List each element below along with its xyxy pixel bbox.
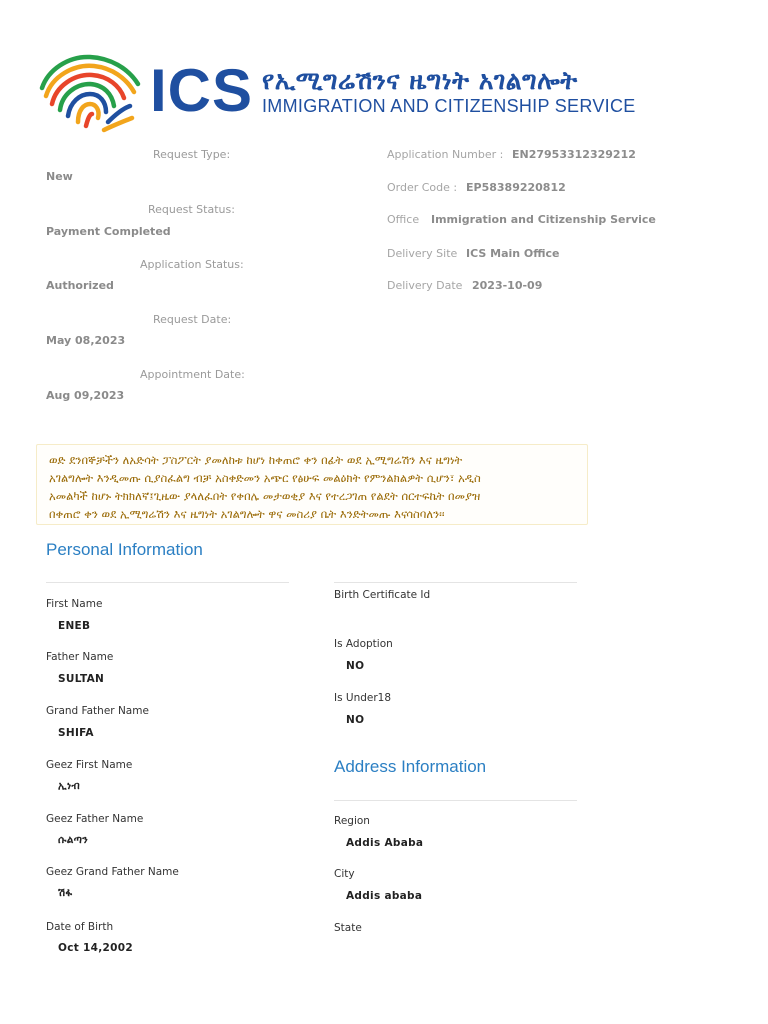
order-code-label: Order Code : [387,181,458,194]
city-value: Addis ababa [346,890,423,902]
city-label: City [334,868,355,880]
delivery-date-value: 2023-10-09 [472,279,543,292]
request-date-label: Request Date: [153,313,232,326]
first-name-label: First Name [46,598,103,610]
appointment-date-label: Appointment Date: [140,368,245,381]
date-of-birth-label: Date of Birth [46,921,114,933]
geez-first-name-label: Geez First Name [46,759,133,771]
delivery-site-value: ICS Main Office [466,247,560,260]
geez-father-name-value: ሱልጣን [58,834,89,846]
notice-line: በቀጠሮ ቀን ወደ ኢሚግሬሽን እና ዜግነት አገልግሎት ዋና መስሪያ ቤት እንድትመጡ እናሳስባለን፡፡ [49,507,445,521]
application-number-value: EN27953312329212 [512,148,636,161]
personal-information-title: Personal Information [46,540,203,559]
application-number-label: Application Number : [387,148,504,161]
divider [334,582,577,583]
request-status-label: Request Status: [148,203,235,216]
grand-father-name-value: SHIFA [58,727,94,739]
father-name-value: SULTAN [58,673,105,685]
office-value: Immigration and Citizenship Service [431,213,656,226]
divider [46,582,289,583]
request-date-value: May 08,2023 [46,334,126,347]
notice-box [36,444,588,525]
fingerprint-map-logo-icon [38,52,144,134]
grand-father-name-label: Grand Father Name [46,705,149,717]
brand-logo-text: ICS [150,57,254,124]
delivery-date-label: Delivery Date [387,279,463,292]
request-type-label: Request Type: [153,148,231,161]
divider [334,800,577,801]
application-status-label: Application Status: [140,258,244,271]
geez-first-name-value: ኢነብ [58,780,81,792]
notice-line: አመልካች ከሆኑ ትክክለኛ፤ጊዜው ያላለፈበት የቀበሌ መታወቂያ እና የተረጋገጠ የልደት ሰርተፍኬት በመያዝ [49,489,481,503]
appointment-date-value: Aug 09,2023 [46,389,125,402]
date-of-birth-value: Oct 14,2002 [58,942,133,954]
geez-father-name-label: Geez Father Name [46,813,144,825]
father-name-label: Father Name [46,651,114,663]
notice-line: አገልግሎት እንዲመጡ ሲያስፈልግ ብቻ አስቀድመን አጭር የፅሁፍ መልዕክት የምንልክልዎት ሲሆን፣ አዲስ [49,471,481,485]
first-name-value: ENEB [58,620,91,632]
is-adoption-value: NO [346,660,365,672]
notice-line: ወድ ደንበኞቻችን ለአድሳት ፓስፖርት ያመለከቱ ከሆነ ከቀጠሮ ቀን በፊት ወደ ኢሚግሬሽን እና ዜግነት [49,453,463,467]
geez-grand-father-name-label: Geez Grand Father Name [46,866,179,878]
state-label: State [334,922,362,934]
delivery-site-label: Delivery Site [387,247,458,260]
office-label: Office [387,213,420,226]
geez-grand-father-name-value: ሽፋ [58,887,73,899]
order-code-value: EP58389220812 [466,181,566,194]
birth-certificate-id-label: Birth Certificate Id [334,589,431,601]
request-type-value: New [46,170,73,183]
is-under18-label: Is Under18 [334,692,392,704]
address-information-title: Address Information [334,757,487,776]
title-amharic: የኢሚግሬሽንና ዜግነት አገልግሎት [262,66,578,95]
is-adoption-label: Is Adoption [334,638,393,650]
region-label: Region [334,815,370,827]
is-under18-value: NO [346,714,365,726]
title-english: IMMIGRATION AND CITIZENSHIP SERVICE [262,96,636,116]
request-status-value: Payment Completed [46,225,171,238]
application-status-value: Authorized [46,279,114,292]
region-value: Addis Ababa [346,837,424,849]
